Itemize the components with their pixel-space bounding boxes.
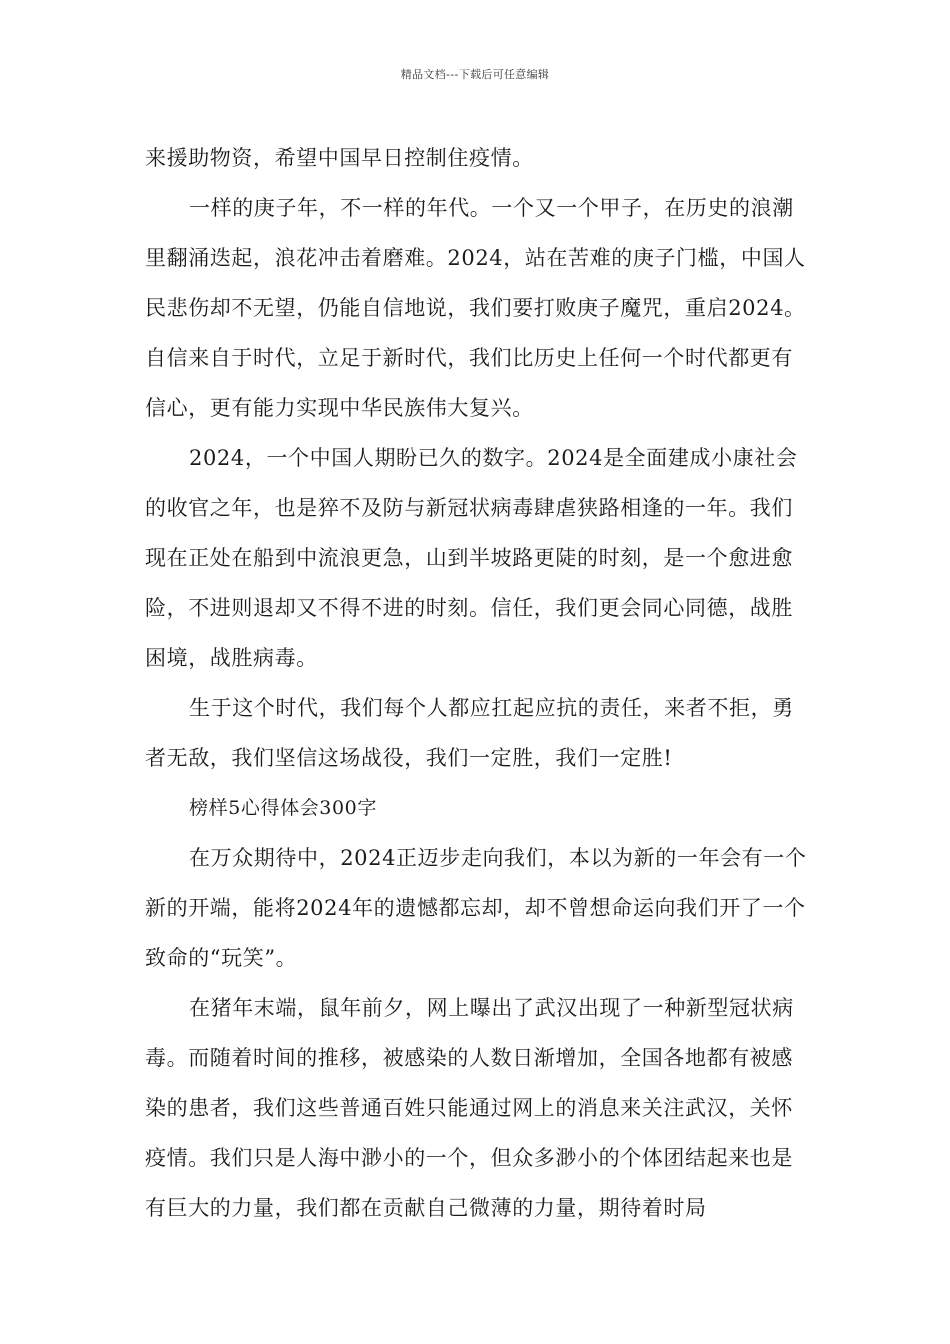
paragraph-3: 2024，一个中国人期盼已久的数字。2024是全面建成小康社会的收官之年，也是猝不及防与新冠状病毒肆虐狭路相逢的一年。我们现在正处在船到中流浪更急，山到半坡路更陡的时刻，是一个愈进愈险，不进则退却又不得不进的时刻。信任，我们更会同心同德，战胜困境，战胜病毒。 <box>145 446 798 670</box>
paragraph-4: 生于这个时代，我们每个人都应扛起应抗的责任，来者不拒，勇者无敌，我们坚信这场战役，我们一定胜，我们一定胜! <box>145 696 794 770</box>
paragraph-1: 来援助物资，希望中国早日控制住疫情。 <box>145 146 534 170</box>
document-body <box>145 133 813 1233</box>
page-header: 精品文档---下载后可任意编辑 <box>400 68 550 81</box>
section-heading: 榜样5心得体会300字 <box>189 797 377 819</box>
paragraph-5: 在万众期待中，2024正迈步走向我们，本以为新的一年会有一个新的开端，能将2024年的遗憾都忘却，却不曾想命运向我们开了一个致命的“玩笑”。 <box>145 846 807 970</box>
paragraph-6: 在猪年末端，鼠年前夕，网上曝出了武汉出现了一种新型冠状病毒。而随着时间的推移，被感染的人数日渐增加，全国各地都有被感染的患者，我们这些普通百姓只能通过网上的消息来关注武汉，关怀疫情。我们只是人海中渺小的一个，但众多渺小的个体团结起来也是有巨大的力量，我们都在贡献自己微薄的力量，期待着时局 <box>145 996 794 1220</box>
paragraph-2: 一样的庚子年，不一样的年代。一个又一个甲子，在历史的浪潮里翻涌迭起，浪花冲击着磨难。2024，站在苦难的庚子门槛，中国人民悲伤却不无望，仍能自信地说，我们要打败庚子魔咒，重启2024。自信来自于时代，立足于新时代，我们比历史上任何一个时代都更有信心，更有能力实现中华民族伟大复兴。 <box>145 196 806 420</box>
